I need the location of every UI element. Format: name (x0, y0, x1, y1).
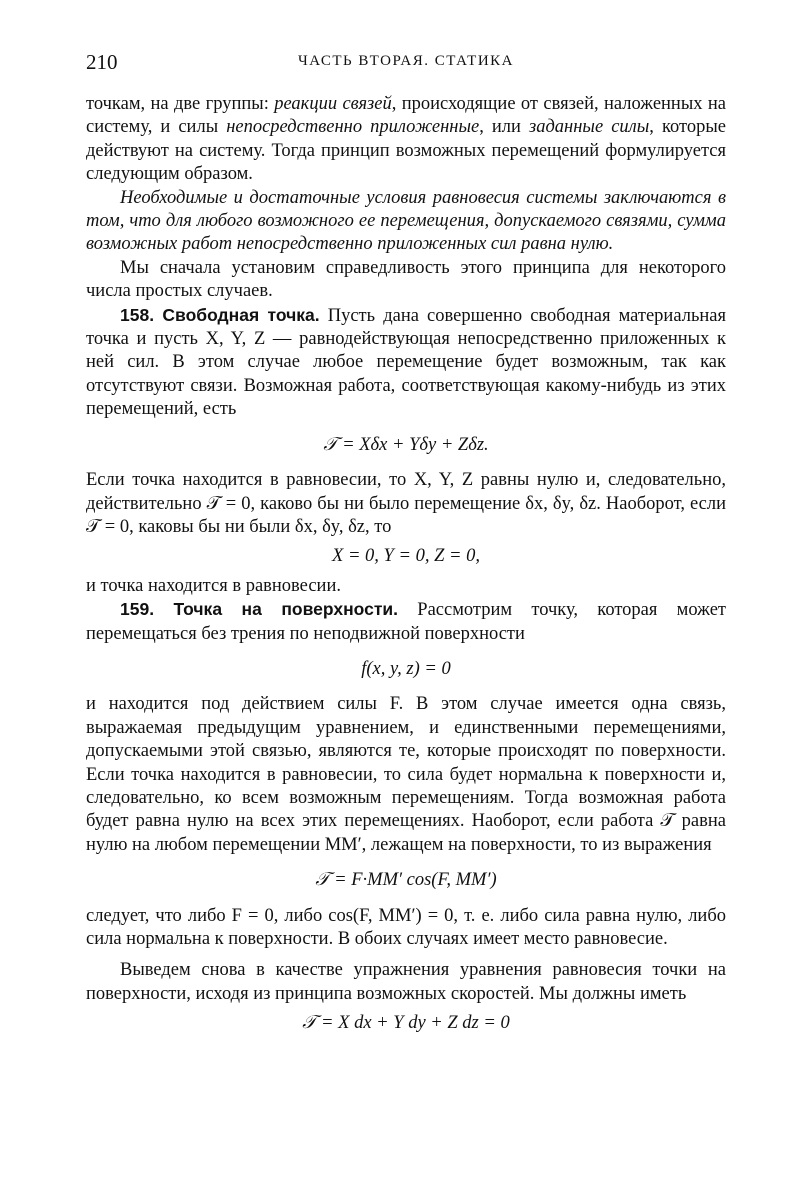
section-heading-158: 158. Свободная точка. (120, 304, 320, 325)
section-158 (86, 304, 726, 422)
paragraph-constraints (86, 93, 726, 187)
paragraph-intro-cases (86, 257, 726, 304)
running-title: ЧАСТЬ ВТОРАЯ. СТАТИКА (298, 53, 514, 69)
text-run: Мы сначала установим справедливость этого принципа для некоторого числа простых случаев. (86, 257, 726, 302)
equation-zero-forces: X = 0, Y = 0, Z = 0, (332, 546, 480, 567)
section-159 (86, 598, 726, 646)
text-run: Если точка находится в равновесии, то X, Y, Z равны нулю и, следовательно, действительно 𝒯 = 0, каково бы ни было перемещение δx, δy, δz. Наоборот, если 𝒯 = 0, каковы бы ни были δx, δy, δz, то (86, 470, 726, 537)
equation-virtual-velocities: 𝒯 = X dx + Y dy + Z dz = 0 (302, 1013, 510, 1034)
paragraph-surface-constraint (86, 693, 726, 857)
principle-statement (86, 187, 726, 257)
text-run: Выведем снова в качестве упражнения уравнения равновесия точки на поверхности, исходя из принципа возможных скоростей. Мы должны иметь (86, 960, 726, 1004)
principle-text: Необходимые и достаточные условия равновесия системы заключаются в том, что для любого возможного ее перемещения, допускаемого связями, сумма возможных работ непосредственно приложенных сил равна нулю. (86, 187, 726, 255)
text-run: точкам, на две группы: (86, 94, 275, 114)
text-run: , происходящие от связей, наложенных на систему, и силы (86, 94, 726, 138)
emphasis-reactions: реакции связей (274, 94, 392, 114)
paragraph-exercise (86, 959, 726, 1006)
text-run: Рассмотрим точку, которая может перемещаться без трения по неподвижной поверхности (86, 600, 727, 644)
paragraph-equilibrium-free-point (86, 469, 726, 539)
text-run: , или (479, 117, 529, 138)
page-number: 210 (86, 50, 118, 74)
equation-surface: f(x, y, z) = 0 (361, 658, 451, 679)
text-run: и точка находится в равновесии. (86, 575, 341, 596)
equation-virtual-work: 𝒯 = Xδx + Yδy + Zδz. (323, 434, 489, 455)
text-run: и находится под действием силы F. В этом случае имеется одна связь, выражаемая предыдущим уравнением, и единственными перемещениями, допускаемыми этой связью, являются те, которые происходят по поверхности. Если точка находится в равновесии, то сила будет нормальна к поверхности и, следовательно, ко всем возможным перемещениям. Тогда возможная работа будет равна нулю на всех этих перемещениях. Наоборот, если работа 𝒯 равна нулю на любом перемещении MM′, лежащем на поверхности, то из выражения (86, 694, 726, 855)
page-header (86, 50, 726, 80)
paragraph-surface-conclusion (86, 905, 726, 952)
section-heading-159: 159. Точка на поверхности. (120, 599, 399, 620)
paragraph-equilibrium-conclusion (86, 575, 726, 598)
emphasis-applied-forces: непосредственно приложенные (226, 117, 480, 138)
emphasis-given-forces: заданные силы (528, 117, 650, 138)
equation-work-cos: 𝒯 = F·MM′ cos(F, MM′) (315, 870, 497, 891)
page-body (86, 93, 726, 1042)
text-run: следует, что либо F = 0, либо cos(F, MM′) = 0, т. е. либо сила равна нулю, либо сила нормальна к поверхности. В обоих случаях имеет место равновесие. (86, 905, 726, 949)
text-run: , которые действуют на систему. Тогда принцип возможных перемещений формулируется следующим образом. (86, 117, 726, 185)
text-run: Пусть дана совершенно свободная материальная точка и пусть X, Y, Z — равнодействующая непосредственно приложенных к ней сил. В этом случае любое перемещение будет возможным, так как отсутствуют связи. Возможная работа, соответствующая какому-нибудь из этих перемещений, есть (86, 305, 726, 420)
